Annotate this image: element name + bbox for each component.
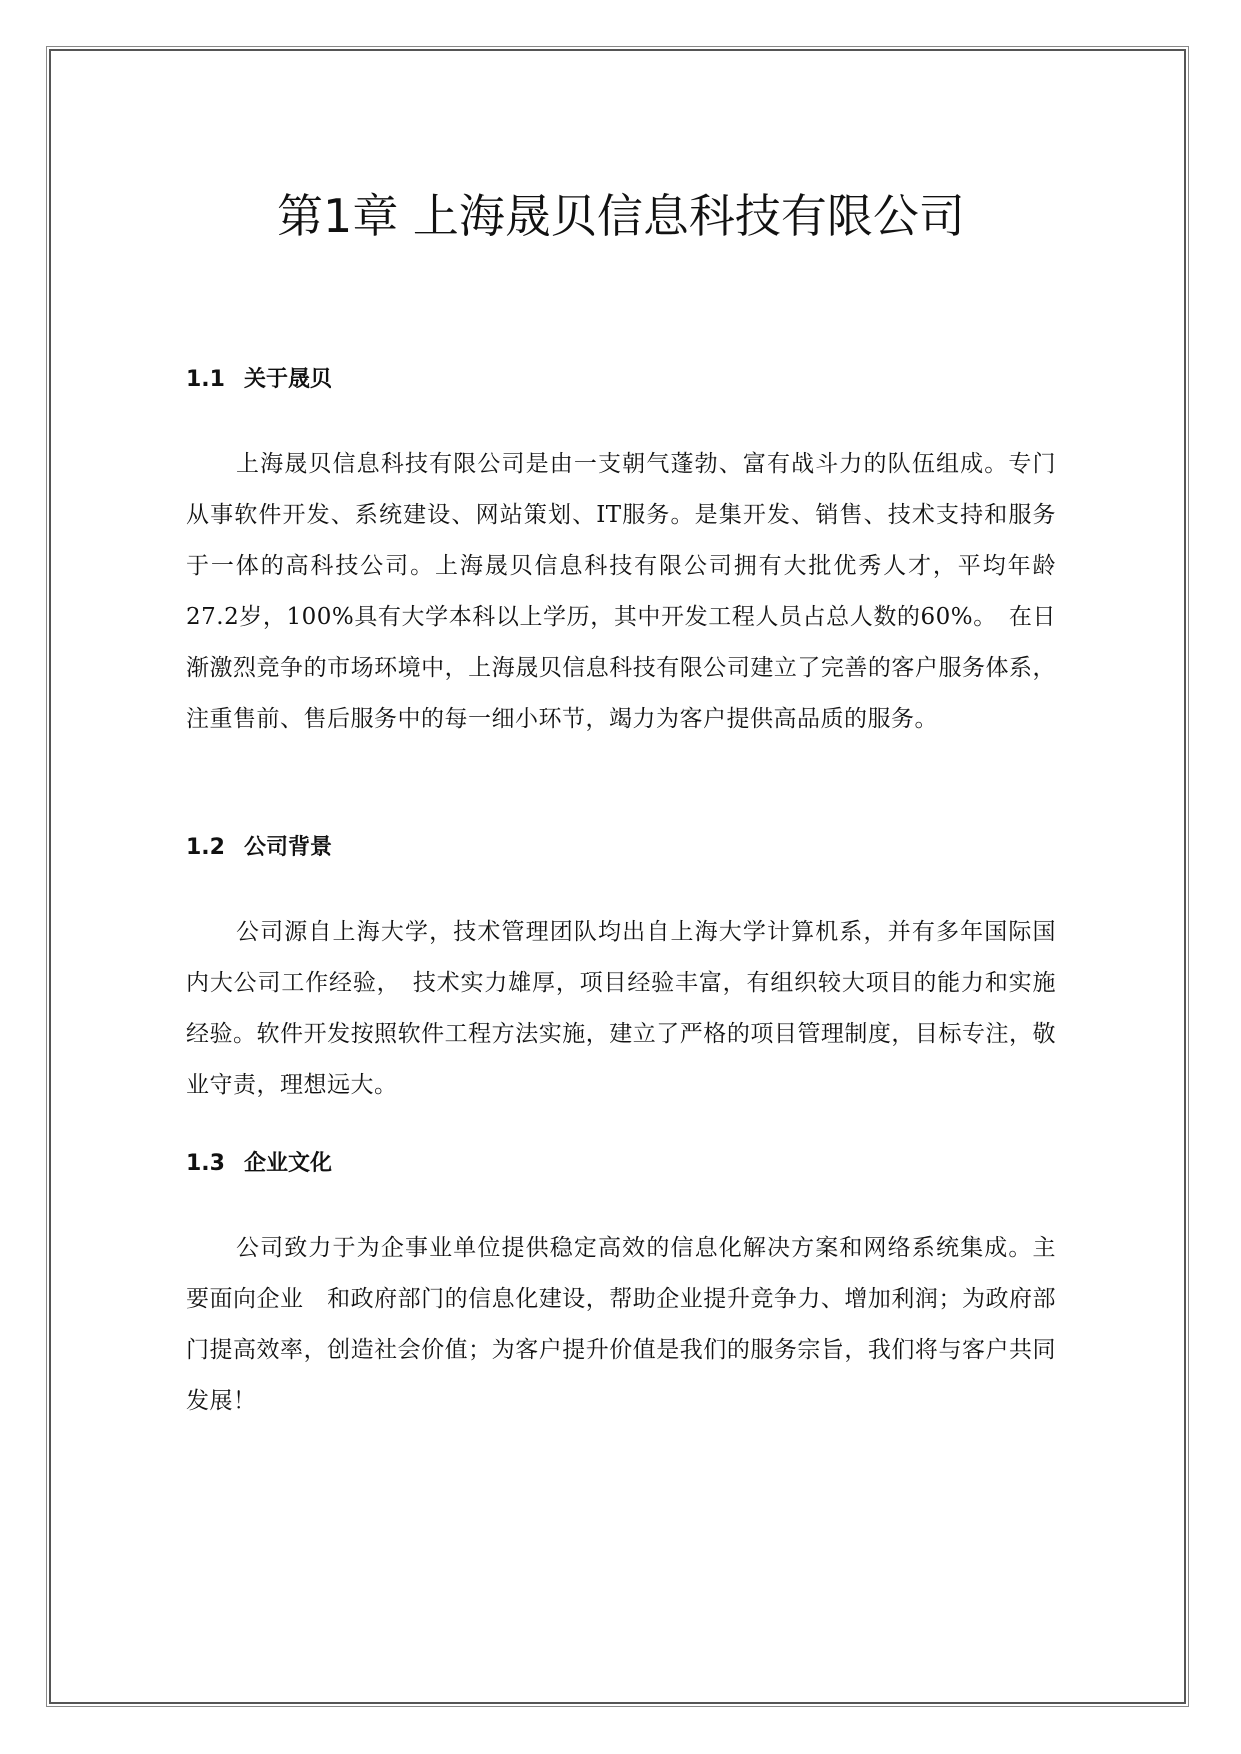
page-border <box>49 49 1186 1704</box>
section-heading-culture <box>186 1148 332 1180</box>
section-paragraph-about: 上海晟贝信息科技有限公司是由一支朝气蓬勃、富有战斗力的队伍组成。专门从事软件开发、系统建设、网站策划、IT服务。是集开发、销售、技术支持和服务于一体的高科技公司。上海晟贝信息科技有限公司拥有大批优秀人才，平均年龄27.2岁，100%具有大学本科以上学历，其中开发工程人员占总人数的60%。 在日渐激烈竞争的市场环境中，上海晟贝信息科技有限公司建立了完善的客户服务体系，注重售前、售后服务中的每一细小环节，竭力为客户提供高品质的服务。 <box>186 451 1056 732</box>
section-number: 1.1 <box>186 367 225 392</box>
section-paragraph-culture: 公司致力于为企事业单位提供稳定高效的信息化解决方案和网络系统集成。主要面向企业 和政府部门的信息化建设，帮助企业提升竞争力、增加利润；为政府部门提高效率，创造社会价值；为客户提升价值是我们的服务宗旨，我们将与客户共同发展！ <box>186 1235 1056 1414</box>
section-title: 企业文化 <box>244 1151 333 1176</box>
section-number: 1.3 <box>186 1151 225 1176</box>
chapter-title: 第1章 上海晟贝信息科技有限公司 <box>277 189 965 243</box>
section-paragraph-background: 公司源自上海大学，技术管理团队均出自上海大学计算机系，并有多年国际国内大公司工作经验， 技术实力雄厚，项目经验丰富，有组织较大项目的能力和实施经验。软件开发按照软件工程方法实施，建立了严格的项目管理制度，目标专注，敬业守责，理想远大。 <box>186 919 1056 1098</box>
section-heading-about <box>186 364 332 396</box>
section-title: 公司背景 <box>244 835 333 860</box>
section-title: 关于晟贝 <box>244 367 333 392</box>
section-heading-background <box>186 832 332 864</box>
section-number: 1.2 <box>186 835 225 860</box>
